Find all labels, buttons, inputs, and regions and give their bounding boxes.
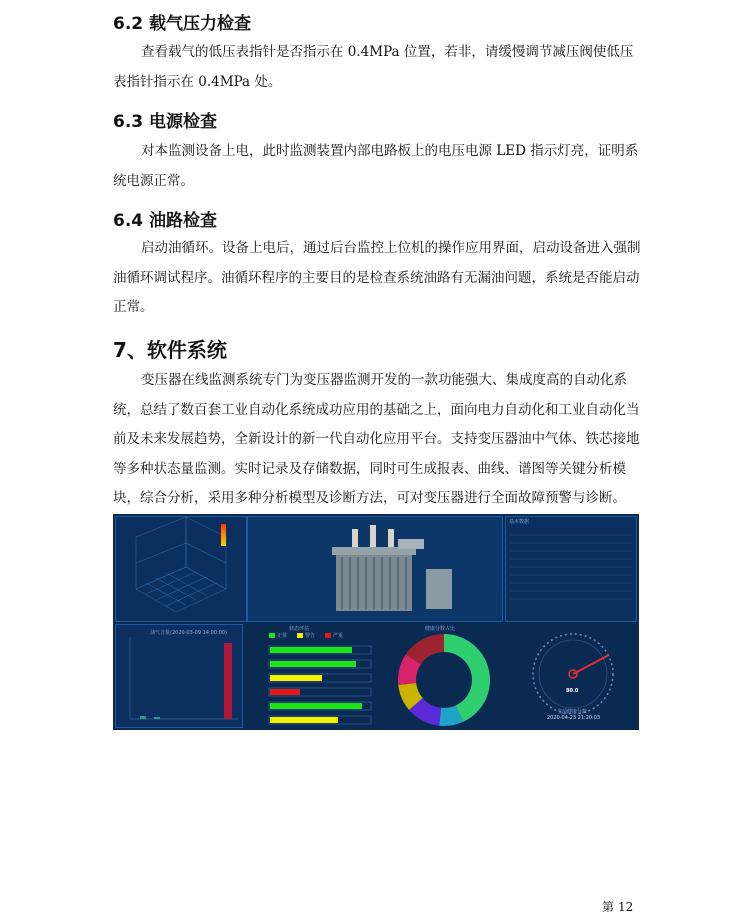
panel-basic-data [505, 516, 637, 622]
panel-transformer [247, 516, 503, 622]
page-number: 第 12 [602, 900, 634, 914]
heading-6-4: 6.4 油路检查 [113, 211, 218, 231]
legend-warning: 警告 [305, 633, 316, 639]
paragraph-7: 变压器在线监测系统专门为变压器监测开发的一款功能强大、集成度高的自动化系统，总结了数百套工业自动化系统成功应用的基础之上，面向电力自动化和工业自动化当前及未来发展趋势，全新设计的新一代自动化应用平台。支持变压器油中气体、铁芯接地等多种状态量监测。实时记录及存储数据，同时可生成报表、曲线、谱图等关键分析模块，综合分析，采用多种分析模型及诊断方法，可对变压器进行全面故障预警与诊断。 [113, 372, 640, 506]
gauge-value: 80.0 [566, 688, 579, 694]
transformer-image [248, 517, 504, 623]
basic-data-title: 基本数据 [509, 519, 530, 525]
status-legend [269, 633, 369, 639]
paragraph-6-4: 启动油循环。设备上电后，通过后台监控上位机的操作应用界面，启动设备进入强制油循环调试程序。油循环程序的主要目的是检查系统油路有无漏油问题，系统是否能启动正常。 [113, 240, 641, 315]
gauge-time: 2020-04-23 21:20:03 [547, 715, 601, 721]
heading-6-3: 6.3 电源检查 [113, 112, 218, 132]
panel-gas-chart [115, 624, 243, 728]
heading-6-2: 6.2 载气压力检查 [113, 14, 252, 34]
legend-normal: 正常 [277, 633, 288, 639]
gas-chart-title: 油气含量(2020-03-09 14:00:00) [150, 630, 228, 636]
panel-status [245, 624, 377, 728]
panel-scale [217, 516, 247, 556]
heading-7: 7、软件系统 [113, 338, 227, 362]
gauge-label: 当前健康分数 [557, 709, 588, 715]
gas-bar-high [224, 643, 232, 719]
panel-gauge [509, 624, 637, 728]
health-donut-chart [381, 628, 507, 728]
health-gauge [509, 624, 637, 714]
health-share-title: 健康分数占比 [425, 626, 456, 632]
gas-bar-chart [116, 627, 242, 727]
status-bars [245, 642, 377, 730]
status-title: 状态评估 [289, 626, 310, 632]
paragraph-6-2: 查看载气的低压表指针是否指示在 0.4MPa 位置，若非，请缓慢调节减压阀使低压表指针指示在 0.4MPa 处。 [113, 44, 634, 90]
software-screenshot [113, 514, 639, 730]
panel-health-share [381, 622, 507, 728]
paragraph-6-3: 对本监测设备上电，此时监测装置内部电路板上的电压电源 LED 指示灯亮，证明系统电源正常。 [113, 143, 639, 189]
legend-severe: 严重 [333, 633, 344, 639]
color-scale-bar [221, 524, 226, 546]
basic-data-rows [506, 525, 636, 625]
